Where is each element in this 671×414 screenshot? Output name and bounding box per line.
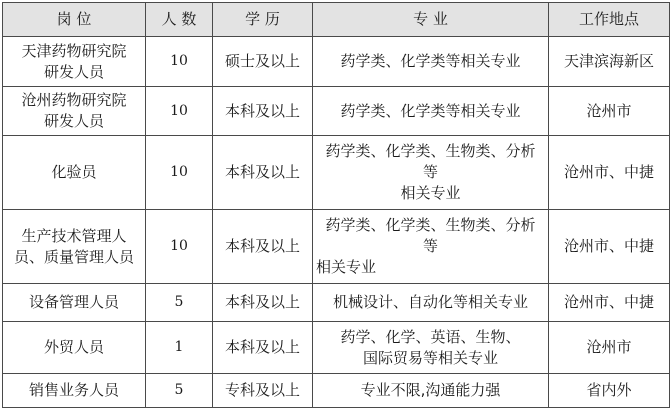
count-cell: 10	[146, 210, 213, 284]
table-header-row	[3, 3, 670, 37]
position-line: 沧州药物研究院	[21, 91, 127, 109]
major-line: 等	[422, 163, 438, 181]
header-position: 岗 位	[3, 3, 146, 37]
education-cell: 专科及以上	[213, 374, 313, 408]
count-cell: 5	[146, 284, 213, 322]
table-row	[3, 37, 670, 87]
education-cell: 本科及以上	[213, 210, 313, 284]
major-line: 药学类、化学类、生物类、分析	[325, 142, 536, 160]
recruitment-table-container	[2, 2, 670, 408]
table-row	[3, 322, 670, 374]
location-cell: 沧州市、中捷	[549, 210, 670, 284]
position-line: 员、质量管理人员	[13, 247, 134, 266]
position-cell	[3, 87, 146, 136]
position-line: 研发人员	[43, 112, 104, 130]
position-cell	[3, 322, 146, 374]
major-line: 专业不限,沟通能力强	[360, 381, 501, 399]
position-cell	[3, 374, 146, 408]
education-cell: 本科及以上	[213, 322, 313, 374]
table-row	[3, 284, 670, 322]
education-cell: 本科及以上	[213, 87, 313, 136]
major-cell	[313, 210, 549, 284]
position-line: 天津药物研究院	[21, 41, 127, 60]
position-line: 生产技术管理人	[21, 226, 127, 245]
header-count: 人 数	[146, 3, 213, 37]
location-cell: 天津滨海新区	[549, 37, 670, 87]
header-education: 学 历	[213, 3, 313, 37]
position-line: 销售业务人员	[28, 381, 119, 399]
major-cell	[313, 374, 549, 408]
position-line: 化验员	[51, 163, 97, 181]
location-cell: 沧州市、中捷	[549, 136, 670, 210]
education-cell: 本科及以上	[213, 136, 313, 210]
count-cell: 10	[146, 136, 213, 210]
major-cell	[313, 136, 549, 210]
count-cell: 10	[146, 87, 213, 136]
major-line: 等	[422, 237, 438, 255]
major-line: 药学类、化学类、生物类、分析	[325, 216, 536, 234]
position-line: 研发人员	[43, 62, 104, 81]
major-line: 药学类、化学类等相关专业	[340, 52, 521, 70]
major-line: 药学、化学、英语、生物、	[340, 327, 521, 346]
position-cell	[3, 284, 146, 322]
count-cell: 5	[146, 374, 213, 408]
major-line: 药学类、化学类等相关专业	[340, 101, 521, 120]
table-row	[3, 210, 670, 284]
education-cell: 硕士及以上	[213, 37, 313, 87]
position-line: 外贸人员	[43, 338, 104, 356]
major-line: 相关专业	[316, 258, 377, 276]
count-cell: 10	[146, 37, 213, 87]
location-cell: 沧州市	[549, 322, 670, 374]
table-row	[3, 374, 670, 408]
position-cell	[3, 136, 146, 210]
recruitment-table	[2, 2, 670, 408]
major-cell	[313, 87, 549, 136]
location-cell: 沧州市	[549, 87, 670, 136]
major-line: 国际贸易等相关专业	[362, 348, 498, 367]
education-cell: 本科及以上	[213, 284, 313, 322]
location-cell: 沧州市、中捷	[549, 284, 670, 322]
table-row	[3, 136, 670, 210]
position-cell	[3, 37, 146, 87]
location-cell: 省内外	[549, 374, 670, 408]
position-line: 设备管理人员	[28, 293, 119, 311]
header-location: 工作地点	[549, 3, 670, 37]
major-cell	[313, 322, 549, 374]
position-cell	[3, 210, 146, 284]
major-cell	[313, 284, 549, 322]
table-row	[3, 87, 670, 136]
major-cell	[313, 37, 549, 87]
major-line: 机械设计、自动化等相关专业	[332, 293, 528, 311]
count-cell: 1	[146, 322, 213, 374]
header-major: 专 业	[313, 3, 549, 37]
major-line: 相关专业	[400, 184, 461, 202]
